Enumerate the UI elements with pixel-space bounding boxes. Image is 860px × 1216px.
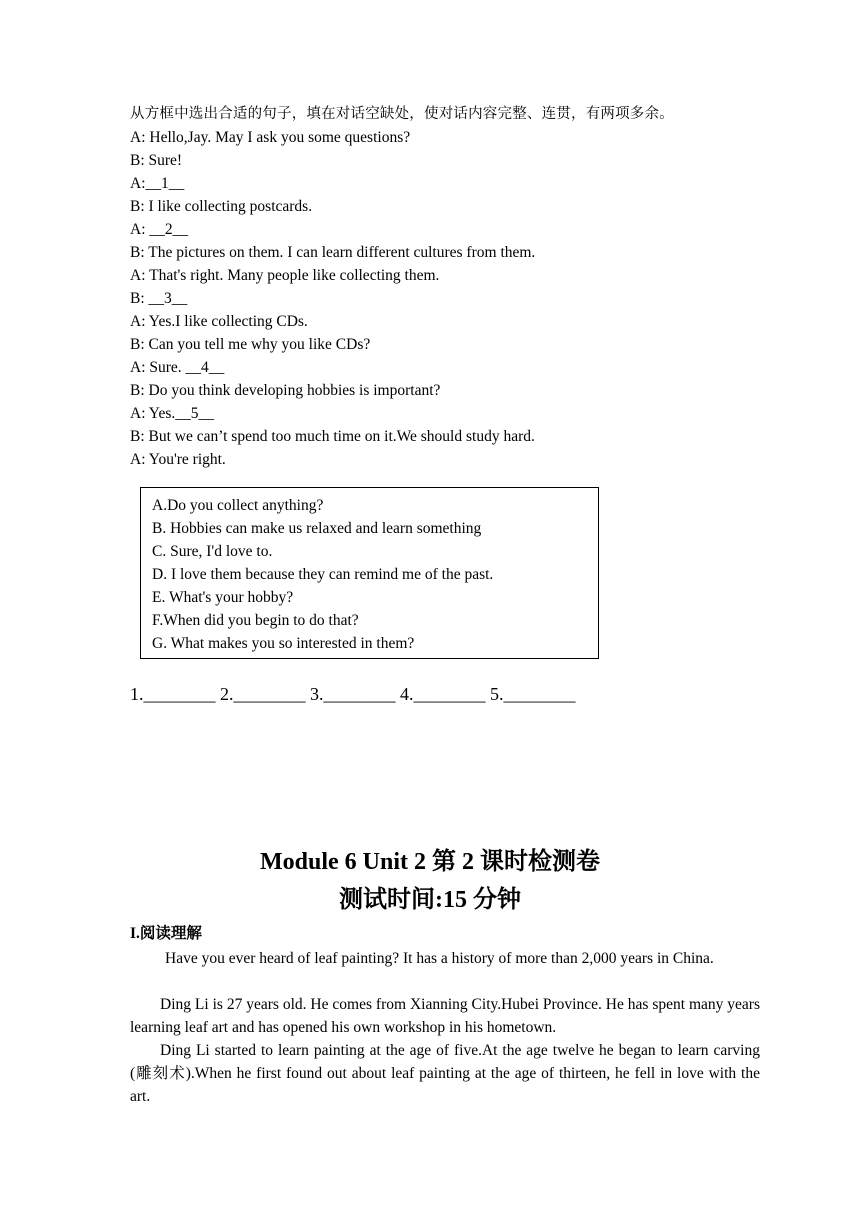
option-item: E. What's your hobby? [152,589,294,606]
section-heading: I.阅读理解 [130,925,202,942]
dialogue-line: B: __3__ [130,290,188,307]
dialogue-line: B: I like collecting postcards. [130,198,313,215]
dialogue-line: A: Hello,Jay. May I ask you some questions? [130,129,411,146]
answer-blanks: 1.________ 2.________ 3.________ 4.________ 5.________ [130,684,576,704]
test-title: Module 6 Unit 2 第 2 课时检测卷 [259,849,600,875]
dialogue-line: A: You're right. [130,451,226,468]
option-item: D. I love them because they can remind me of the past. [152,566,494,583]
dialogue-line: A: Sure. __4__ [130,359,225,376]
instruction-text: 从方框中选出合适的句子，填在对话空缺处，使对话内容完整、连贯，有两项多余。 [130,106,674,122]
dialogue-line: A: Yes.I like collecting CDs. [130,313,308,330]
dialogue-line: B: Sure! [130,152,183,169]
options-box [140,487,599,659]
option-item: G. What makes you so interested in them? [152,635,415,652]
dialogue-line: B: Do you think developing hobbies is important? [130,382,441,399]
option-item: B. Hobbies can make us relaxed and learn something [152,520,482,537]
option-item: C. Sure, I'd love to. [152,543,273,560]
dialogue-line: A: __2__ [130,221,189,238]
option-item: A.Do you collect anything? [152,497,324,514]
exercise-dialogue [130,103,770,471]
option-item: F.When did you begin to do that? [152,612,359,629]
reading-paragraph: Have you ever heard of leaf painting? It has a history of more than 2,000 years in China. [165,950,714,967]
reading-paragraph: Ding Li started to learn painting at the age of five.At the age twelve he began to learn carving (雕刻术).When he first found out about leaf painting at the age of thirteen, he fell in love with the art. [130,1042,760,1105]
dialogue-line: A:__1__ [130,175,185,192]
dialogue-line: B: The pictures on them. I can learn different cultures from them. [130,244,536,261]
dialogue-line: B: Can you tell me why you like CDs? [130,336,371,353]
test-time: 测试时间:15 分钟 [339,887,521,913]
reading-paragraph: Ding Li is 27 years old. He comes from Xianning City.Hubei Province. He has spent many years learning leaf art and has opened his own workshop in his hometown. [130,996,760,1036]
dialogue-line: A: Yes.__5__ [130,405,214,422]
dialogue-line: B: But we can’t spend too much time on it.We should study hard. [130,428,535,445]
dialogue-line: A: That's right. Many people like collecting them. [130,267,440,284]
